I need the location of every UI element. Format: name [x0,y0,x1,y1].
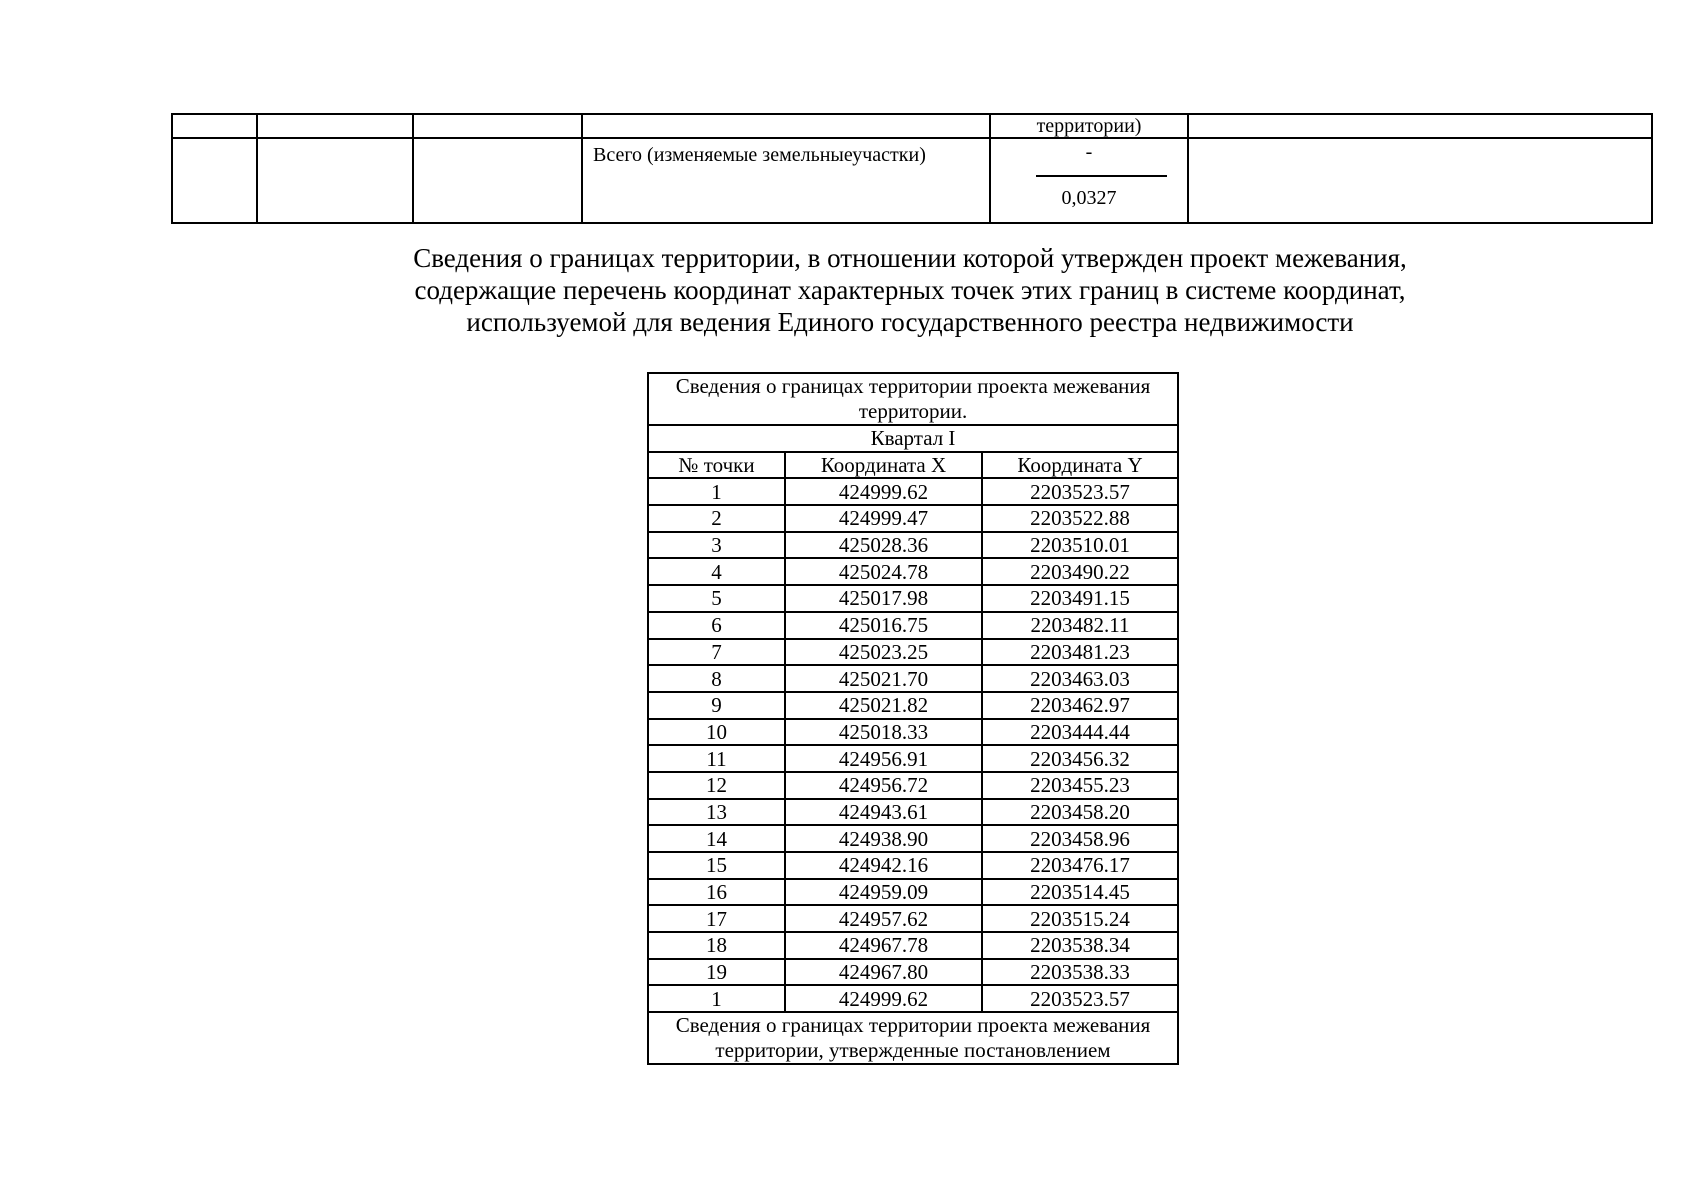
coordinate-y: 2203482.11 [982,612,1178,639]
coordinate-y: 2203490.22 [982,558,1178,585]
table-row [648,799,1178,826]
coordinate-x: 424943.61 [785,799,982,826]
heading-line: содержащие перечень координат характерных точек этих границ в системе координат, [414,275,1406,305]
point-number: 4 [648,558,785,585]
coordinate-x: 424999.47 [785,505,982,532]
coordinate-x: 424967.80 [785,959,982,986]
point-number: 2 [648,505,785,532]
point-number: 8 [648,665,785,692]
total-numerator: - [1085,141,1093,163]
column-header-y: Координата Y [982,452,1178,479]
coordinate-y: 2203455.23 [982,772,1178,799]
table-cell [172,138,257,223]
coordinate-y: 2203456.32 [982,745,1178,772]
table-cell [413,138,582,223]
table-row [648,905,1178,932]
table-row [648,825,1178,852]
coordinate-x: 425017.98 [785,585,982,612]
coordinate-x: 424938.90 [785,825,982,852]
table-cell [1188,138,1652,223]
heading-line: Сведения о границах территории, в отношении которой утвержден проект межевания, [413,243,1407,273]
coordinate-y: 2203522.88 [982,505,1178,532]
coordinate-x: 424956.72 [785,772,982,799]
coordinate-y: 2203476.17 [982,852,1178,879]
table-row [648,985,1178,1012]
table-cell [257,138,413,223]
table-cell [172,114,257,138]
table-row [648,585,1178,612]
point-number: 17 [648,905,785,932]
table-cell [257,114,413,138]
point-number: 13 [648,799,785,826]
point-number: 16 [648,879,785,906]
fraction-line [1036,175,1167,177]
coordinate-x: 424967.78 [785,932,982,959]
block-label: Квартал I [648,425,1178,452]
coordinate-y: 2203515.24 [982,905,1178,932]
table-caption: Сведения о границах территории проекта межевания территории. [648,373,1178,425]
coordinate-y: 2203538.34 [982,932,1178,959]
table-row [648,852,1178,879]
table-row [648,719,1178,746]
point-number: 9 [648,692,785,719]
coordinate-y: 2203462.97 [982,692,1178,719]
table-cell [582,114,990,138]
point-number: 12 [648,772,785,799]
table-row [648,478,1178,505]
point-number: 6 [648,612,785,639]
coordinate-y: 2203538.33 [982,959,1178,986]
land-plots-table-continuation [171,113,1653,224]
coordinate-x: 425028.36 [785,532,982,559]
point-number: 11 [648,745,785,772]
point-number: 14 [648,825,785,852]
point-number: 7 [648,639,785,666]
table-footer: Сведения о границах территории проекта межевания территории, утвержденные постановлением [648,1012,1178,1064]
coordinate-x: 425016.75 [785,612,982,639]
point-number: 3 [648,532,785,559]
table-row [648,639,1178,666]
table-row [648,532,1178,559]
coordinate-x: 425018.33 [785,719,982,746]
coordinate-y: 2203510.01 [982,532,1178,559]
coordinate-y: 2203458.96 [982,825,1178,852]
coordinate-y: 2203523.57 [982,985,1178,1012]
point-number: 1 [648,985,785,1012]
coordinate-y: 2203514.45 [982,879,1178,906]
table-row [648,959,1178,986]
table-row [648,665,1178,692]
coordinate-x: 425021.70 [785,665,982,692]
coordinate-x: 424999.62 [785,478,982,505]
coordinate-x: 425024.78 [785,558,982,585]
coordinate-x: 424999.62 [785,985,982,1012]
header-row [648,452,1178,479]
column-header-x: Координата X [785,452,982,479]
total-denominator: 0,0327 [1061,187,1117,209]
table-row [648,772,1178,799]
coordinate-x: 424956.91 [785,745,982,772]
coordinates-table [647,372,1179,1065]
point-number: 5 [648,585,785,612]
coordinate-x: 425023.25 [785,639,982,666]
total-value-cell [990,138,1188,223]
coordinate-x: 424942.16 [785,852,982,879]
column-header-point: № точки [648,452,785,479]
point-number: 18 [648,932,785,959]
point-number: 19 [648,959,785,986]
point-number: 15 [648,852,785,879]
block-row [648,425,1178,452]
footer-row [648,1012,1178,1064]
coordinate-x: 425021.82 [785,692,982,719]
coordinate-y: 2203444.44 [982,719,1178,746]
caption-row [648,373,1178,425]
coordinate-x: 424957.62 [785,905,982,932]
point-number: 1 [648,478,785,505]
coordinate-y: 2203481.23 [982,639,1178,666]
total-label: Всего (изменяемые земельныеучастки) [582,138,990,223]
coordinate-y: 2203463.03 [982,665,1178,692]
table-row [648,879,1178,906]
table-row [648,612,1178,639]
coordinate-y: 2203491.15 [982,585,1178,612]
table-row [648,692,1178,719]
table-cell [1188,114,1652,138]
coordinate-y: 2203523.57 [982,478,1178,505]
point-number: 10 [648,719,785,746]
coordinate-y: 2203458.20 [982,799,1178,826]
continuation-text: территории) [990,114,1188,138]
table-row [648,558,1178,585]
table-row [648,932,1178,959]
heading-line: используемой для ведения Единого государственного реестра недвижимости [466,307,1354,337]
table-cell [413,114,582,138]
table-row [648,745,1178,772]
section-heading [300,242,1520,338]
table-row [648,505,1178,532]
coordinate-x: 424959.09 [785,879,982,906]
